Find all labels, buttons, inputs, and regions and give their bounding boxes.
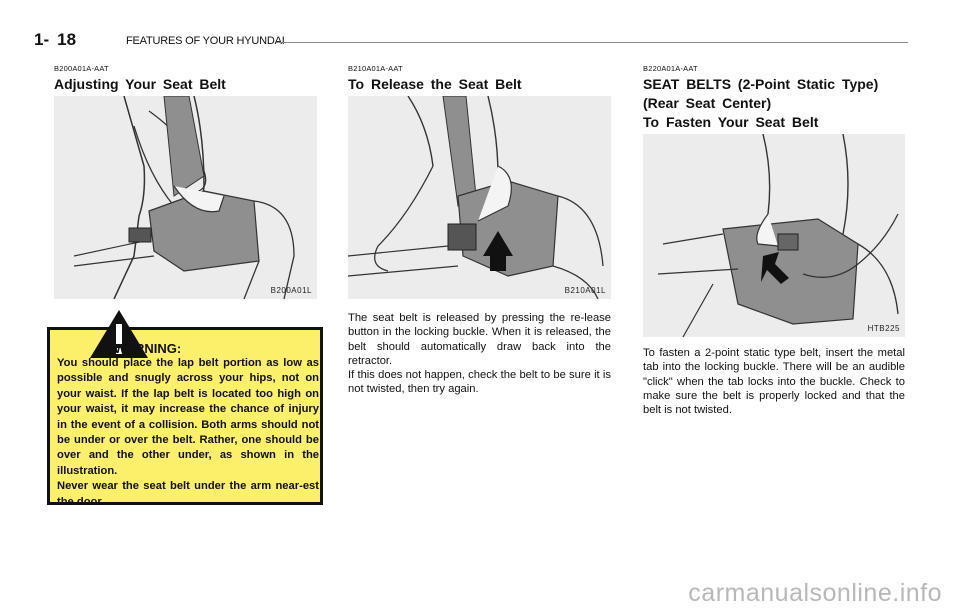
figure-label: B210A01L	[564, 286, 606, 295]
illustration-fasten-belt	[643, 134, 905, 337]
section-heading: To Release the Seat Belt	[348, 76, 522, 92]
figure-label: HTB225	[867, 324, 900, 333]
warning-text	[57, 356, 319, 510]
body-paragraph: The seat belt is released by pressing the re-lease button in the locking buckle. When it is released, the belt should automatically draw back into the retractor.	[348, 312, 611, 367]
section-subheading: To Fasten Your Seat Belt	[643, 114, 819, 130]
section-title: FEATURES OF YOUR HYUNDAI	[126, 35, 285, 47]
section-code: B200A01A-AAT	[54, 64, 109, 73]
header-rule	[276, 42, 908, 43]
illustration-release-belt	[348, 96, 611, 299]
warning-title: WARNING:	[114, 341, 182, 356]
warning-paragraph: You should place the lap belt portion as low as possible and snugly across your hips, not on your waist. If the lap belt is located too high on your waist, it may increase the chance of injury in the event of a collision. Both arms should not be under or over the belt. Rather, one should be over and the other under, as shown in the illustration.	[57, 357, 319, 477]
seated-person-illustration	[54, 96, 317, 299]
section-heading: Adjusting Your Seat Belt	[54, 76, 226, 92]
section-code: B210A01A-AAT	[348, 64, 403, 73]
chapter-number: 1-	[34, 30, 50, 49]
section-code: B220A01A-AAT	[643, 64, 698, 73]
figure-label: B200A01L	[270, 286, 312, 295]
body-paragraph: If this does not happen, check the belt to be sure it is not twisted, then try again.	[348, 369, 611, 396]
warning-paragraph: Never wear the seat belt under the arm near-est the door.	[57, 480, 319, 508]
page-number	[34, 30, 76, 50]
section-heading: SEAT BELTS (2-Point Static Type)	[643, 76, 879, 92]
section-subheading: (Rear Seat Center)	[643, 95, 772, 111]
body-paragraph: To fasten a 2-point static type belt, insert the metal tab into the locking buckle. There will be an audible "click" when the tab locks into the buckle. Check to make sure the belt is properly locked and that the belt is not twisted.	[643, 347, 905, 417]
release-instructions	[348, 311, 611, 397]
warning-box	[47, 327, 323, 508]
buckle-fasten-illustration	[643, 134, 905, 337]
watermark: carmanualsonline.info	[688, 579, 942, 607]
fasten-instructions	[643, 346, 905, 417]
illustration-adjust-belt	[54, 96, 317, 299]
page-number-value: 18	[57, 30, 77, 49]
buckle-release-illustration	[348, 96, 611, 299]
